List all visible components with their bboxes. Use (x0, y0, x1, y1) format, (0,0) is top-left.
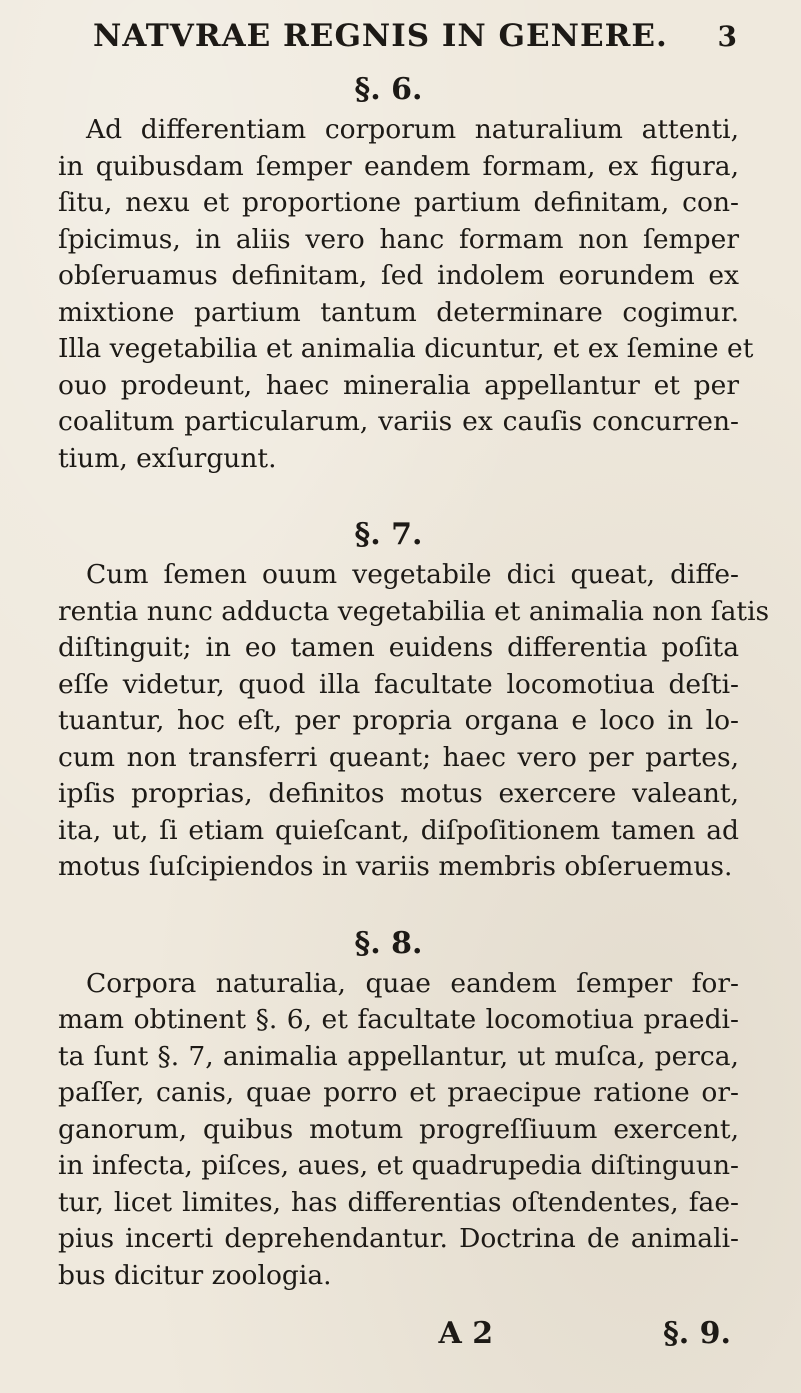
text-line: coalitum particularum, variis ex cauſis concurren- (58, 406, 739, 437)
section-heading-8: §. 8. (354, 925, 423, 961)
paragraph-section-6 (58, 112, 754, 477)
text-line: Corpora naturalia, quae eandem ſemper for- (86, 967, 739, 999)
text-line: ipſis proprias, definitos motus exercere valeant, (58, 778, 739, 809)
text-line: paſſer, canis, quae porro et praecipue ratione or- (58, 1077, 739, 1108)
text-line: tur, licet limites, has differentias oſtendentes, fae- (58, 1186, 739, 1218)
text-line: motus ſuſcipiendos in variis membris obſeruemus. (58, 851, 733, 882)
page-footer (58, 1316, 739, 1351)
catchword: §. 9. (663, 1316, 731, 1351)
section-gap (58, 477, 739, 513)
text-line: mixtione partium tantum determinare cogimur. (58, 296, 739, 328)
paragraph-section-8 (58, 966, 739, 1295)
text-line: in infecta, piſces, aues, et quadrupedia diſtinguun- (58, 1150, 739, 1181)
section-gap (58, 886, 739, 922)
text-line: Illa vegetabilia et animalia dicuntur, et ex ſemine et (58, 333, 754, 364)
text-line: in quibusdam ſemper eandem formam, ex figura, (58, 150, 739, 182)
text-line: ſitu, nexu et proportione partium definitam, con- (58, 187, 739, 218)
text-line: tium, exſurgunt. (58, 442, 277, 474)
running-title: NATVRAE REGNIS IN GENERE. (93, 18, 668, 54)
text-line: eſſe videtur, quod illa facultate locomotiua deſti- (58, 668, 739, 700)
paragraph-section-7 (58, 557, 770, 886)
section-heading-7: §. 7. (354, 517, 423, 552)
text-line: tuantur, hoc eſt, per propria organa e loco in lo- (58, 705, 739, 736)
text-line: diſtinguit; in eo tamen euidens differentia poſita (58, 632, 739, 663)
text-line: mam obtinent §. 6, et facultate locomotiua praedi- (58, 1004, 739, 1035)
section-heading-6: §. 6. (354, 72, 423, 107)
signature-mark: A 2 (438, 1316, 494, 1351)
page-number: 3 (717, 20, 737, 53)
text-line: ſpicimus, in aliis vero hanc formam non ſemper (58, 223, 739, 255)
text-line: ita, ut, ſi etiam quieſcant, diſpoſitionem tamen ad (58, 814, 739, 846)
text-line: bus dicitur zoologia. (58, 1259, 332, 1291)
text-line: pius incerti deprehendantur. Doctrina de animali- (58, 1223, 739, 1254)
text-line: ganorum, quibus motum progreſſiuum exercent, (58, 1113, 739, 1145)
text-line: cum non transferri queant; haec vero per partes, (58, 741, 739, 773)
text-line: ta ſunt §. 7, animalia appellantur, ut muſca, perca, (58, 1040, 739, 1072)
text-line: Ad differentiam corporum naturalium attenti, (86, 114, 739, 145)
text-line: rentia nunc adducta vegetabilia et animalia non ſatis (58, 595, 770, 627)
page-header (93, 18, 737, 68)
text-line: ouo prodeunt, haec mineralia appellantur et per (58, 369, 739, 401)
text-line: Cum ſemen ouum vegetabile dici queat, diffe- (86, 559, 739, 590)
text-line: obſeruamus definitam, ſed indolem eorundem ex (58, 260, 739, 291)
